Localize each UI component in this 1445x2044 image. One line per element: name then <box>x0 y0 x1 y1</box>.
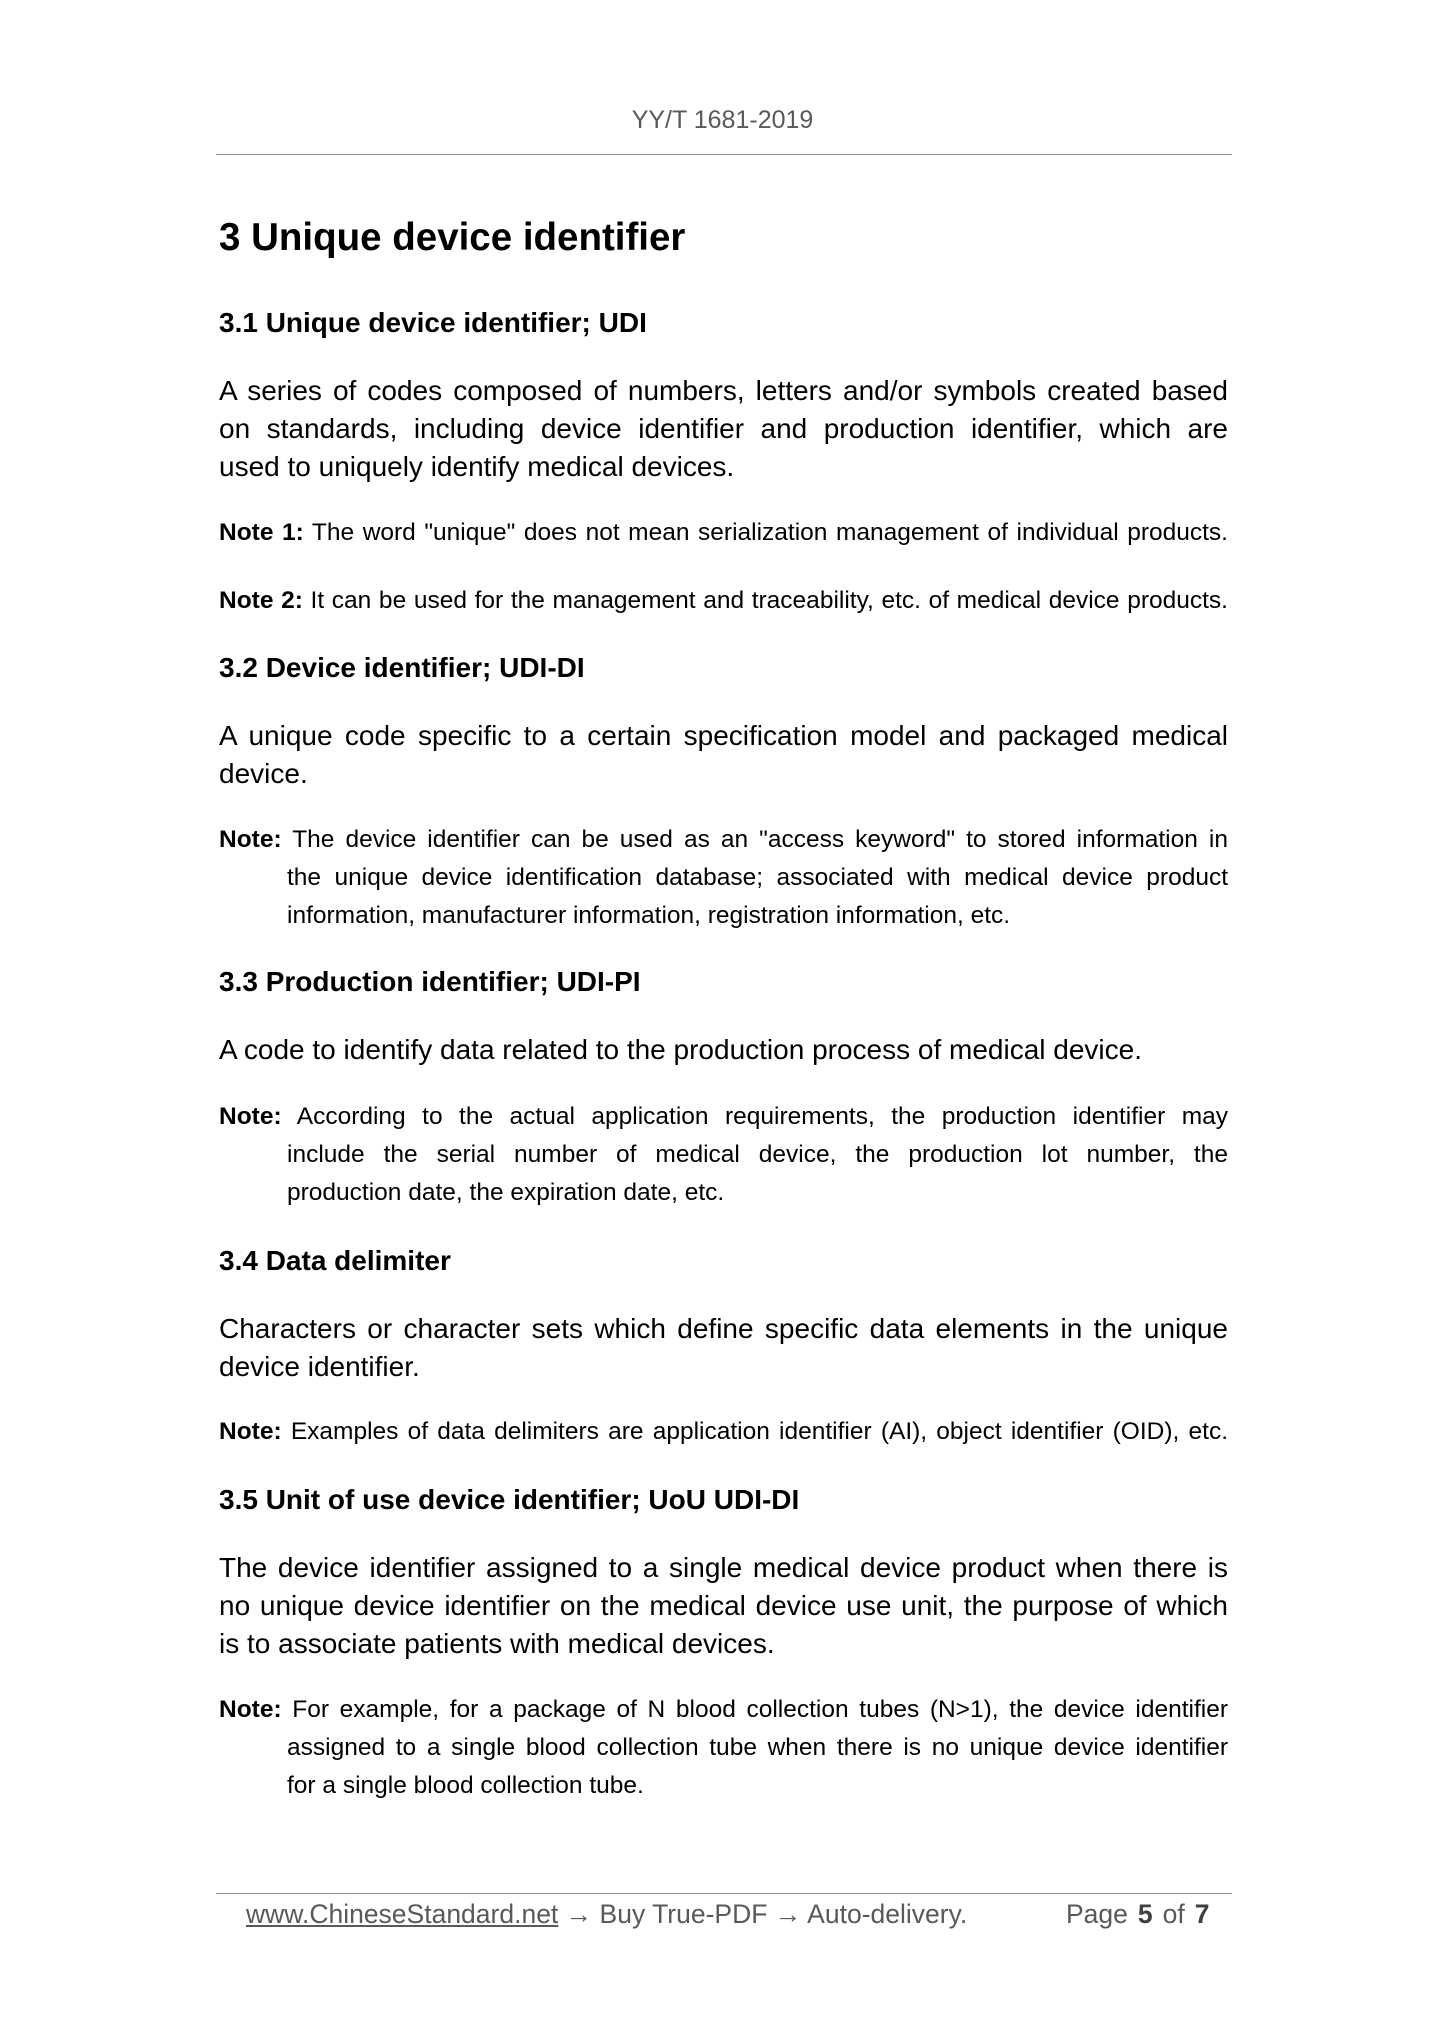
note-3-2 <box>219 821 1228 935</box>
page-title: 3 Unique device identifier <box>219 216 686 259</box>
note-label: Note: <box>219 1418 282 1445</box>
section-heading-3-4: 3.4 Data delimiter <box>219 1245 451 1276</box>
page-current: 5 <box>1137 1899 1153 1929</box>
note-line: for a single blood collection tube. <box>287 1772 644 1799</box>
definition-line: on standards, including device identifier and production identifier, which are <box>219 413 1228 444</box>
footer-site-link[interactable]: www.ChineseStandard.net <box>246 1899 559 1929</box>
definition-line: device identifier. <box>219 1351 420 1382</box>
note-label: Note 2: <box>219 587 303 614</box>
note-line <box>219 1691 1228 1729</box>
definition-line: is to associate patients with medical devices. <box>219 1628 775 1659</box>
footer-promo <box>246 1898 967 1930</box>
note-line: the unique device identification database; associated with medical device product <box>287 864 1228 891</box>
definition-line: no unique device identifier on the medical device use unit, the purpose of which <box>219 1590 1228 1621</box>
section-heading-3-3: 3.3 Production identifier; UDI-PI <box>219 966 641 997</box>
definition-3-4 <box>219 1310 1228 1386</box>
definition-line: A unique code specific to a certain specification model and packaged medical <box>219 720 1228 751</box>
section-heading-3-2: 3.2 Device identifier; UDI-DI <box>219 652 585 683</box>
note-line <box>219 821 1228 859</box>
page-of: of <box>1162 1899 1185 1929</box>
note-3-1-2 <box>219 582 1228 620</box>
definition-line: The device identifier assigned to a single medical device product when there is <box>219 1552 1228 1583</box>
note-3-5 <box>219 1691 1228 1805</box>
note-text: Examples of data delimiters are application identifier (AI), object identifier (OID), etc. <box>290 1418 1228 1445</box>
definition-line: device. <box>219 758 308 789</box>
note-3-3 <box>219 1098 1228 1212</box>
note-line: production date, the expiration date, etc. <box>287 1179 725 1206</box>
note-label: Note 1: <box>219 519 304 546</box>
definition-3-2 <box>219 717 1228 793</box>
footer-trail-text: → Buy True-PDF → Auto-delivery. <box>565 1899 968 1929</box>
definition-3-5 <box>219 1549 1228 1663</box>
section-heading-3-1: 3.1 Unique device identifier; UDI <box>219 307 647 338</box>
note-text: For example, for a package of N blood collection tubes (N>1), the device identifier <box>292 1696 1228 1723</box>
note-3-1-1 <box>219 514 1228 552</box>
footer-rule <box>216 1893 1232 1894</box>
definition-line: A series of codes composed of numbers, letters and/or symbols created based <box>219 375 1228 406</box>
note-label: Note: <box>219 1696 282 1723</box>
page-total: 7 <box>1194 1899 1210 1929</box>
note-text: The word "unique" does not mean serialization management of individual products. <box>311 519 1228 546</box>
definition-3-3 <box>219 1031 1228 1069</box>
note-label: Note: <box>219 826 282 853</box>
note-text: According to the actual application requirements, the production identifier may <box>296 1103 1228 1130</box>
note-text: The device identifier can be used as an "access keyword" to stored information in <box>292 826 1228 853</box>
note-label: Note: <box>219 1103 282 1130</box>
definition-line: used to uniquely identify medical devices. <box>219 451 735 482</box>
note-line <box>219 1098 1228 1136</box>
header-standard-code: YY/T 1681-2019 <box>631 106 814 134</box>
definition-line: Characters or character sets which define specific data elements in the unique <box>219 1313 1228 1344</box>
note-line: information, manufacturer information, registration information, etc. <box>287 902 1011 929</box>
note-line: assigned to a single blood collection tube when there is no unique device identifier <box>287 1734 1228 1761</box>
note-3-4 <box>219 1413 1228 1451</box>
section-heading-3-5: 3.5 Unit of use device identifier; UoU UDI-DI <box>219 1484 800 1515</box>
header-rule <box>216 154 1232 155</box>
page-number <box>1066 1898 1220 1930</box>
note-text: It can be used for the management and traceability, etc. of medical device products. <box>310 587 1228 614</box>
definition-line: A code to identify data related to the production process of medical device. <box>219 1034 1143 1065</box>
note-line: include the serial number of medical device, the production lot number, the <box>287 1141 1228 1168</box>
page-label: Page <box>1066 1899 1128 1929</box>
definition-3-1 <box>219 372 1228 486</box>
